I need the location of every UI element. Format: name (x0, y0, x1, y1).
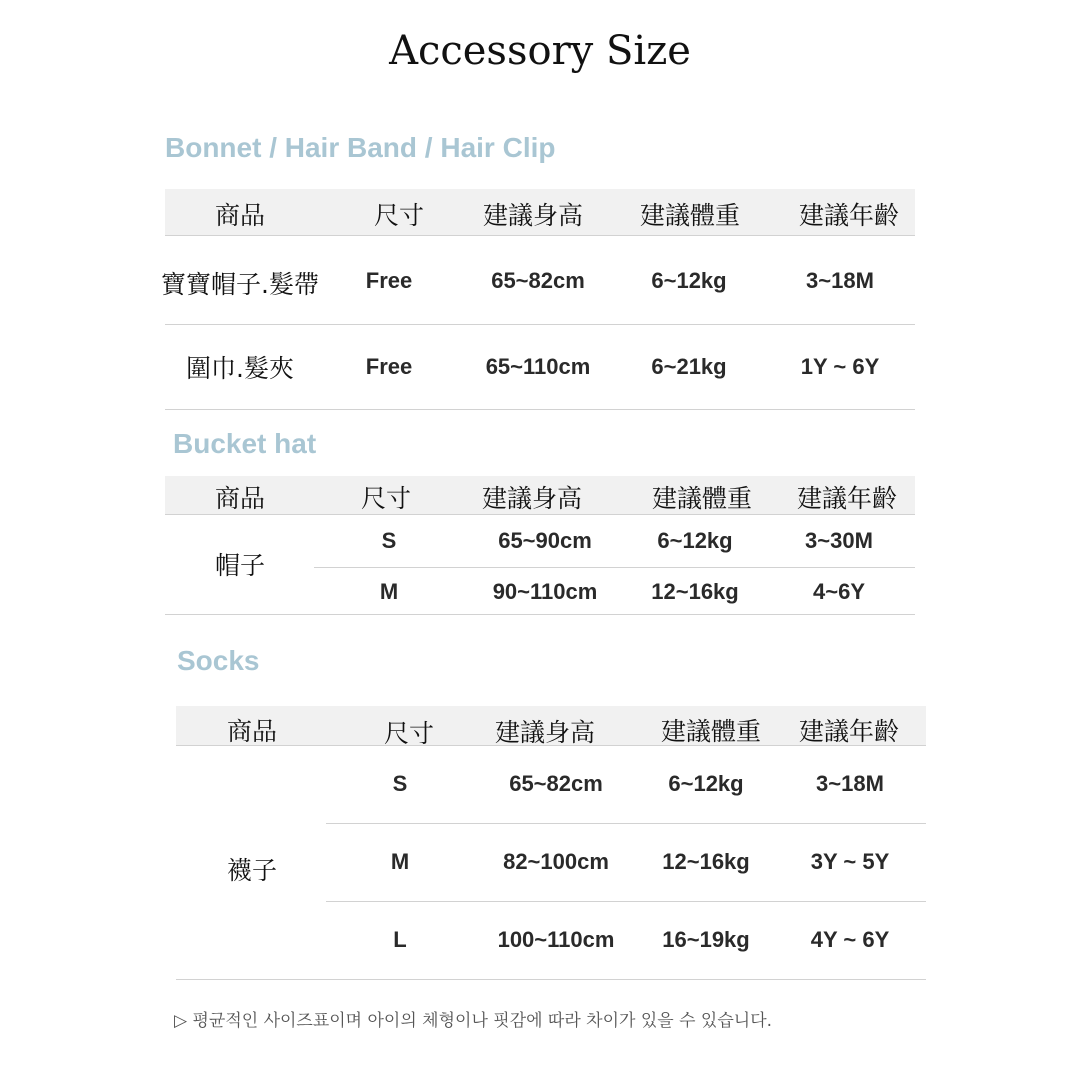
header-age: 建議年齡 (798, 717, 900, 746)
age-value: 3Y ~ 5Y (810, 849, 890, 874)
product-name: 寶寶帽子.髮帶 (161, 270, 319, 299)
header-size: 尺寸 (373, 201, 425, 230)
header-product: 商品 (214, 201, 266, 230)
weight-value: 12~16kg (651, 579, 739, 604)
divider (165, 614, 915, 615)
age-value: 1Y ~ 6Y (800, 354, 880, 379)
header-size: 尺寸 (360, 484, 412, 513)
age-value: 4~6Y (813, 579, 865, 604)
product-name: 襪子 (226, 856, 278, 885)
weight-value: 12~16kg (662, 849, 750, 874)
header-height: 建議身高 (482, 201, 584, 230)
section-title-bonnet: Bonnet / Hair Band / Hair Clip (165, 132, 556, 163)
age-value: 3~18M (806, 268, 874, 293)
weight-value: 6~12kg (668, 771, 744, 796)
divider (165, 235, 915, 236)
divider (165, 324, 915, 325)
weight-value: 16~19kg (662, 927, 750, 952)
weight-value: 6~21kg (651, 354, 727, 379)
divider (326, 901, 926, 902)
header-weight: 建議體重 (651, 484, 753, 513)
header-age: 建議年齡 (798, 201, 900, 230)
header-weight: 建議體重 (639, 201, 741, 230)
height-value: 65~90cm (498, 528, 592, 553)
divider (176, 979, 926, 980)
age-value: 3~30M (805, 528, 873, 553)
size-value: Free (365, 354, 413, 379)
header-product: 商品 (226, 717, 278, 746)
product-name: 圍巾.髮夾 (186, 354, 294, 383)
age-value: 3~18M (816, 771, 884, 796)
size-value: M (379, 579, 399, 604)
weight-value: 6~12kg (657, 528, 733, 553)
weight-value: 6~12kg (651, 268, 727, 293)
size-value: S (392, 771, 408, 796)
height-value: 65~110cm (485, 354, 591, 379)
height-value: 100~110cm (497, 927, 615, 952)
header-height: 建議身高 (481, 484, 583, 513)
size-value: S (381, 528, 397, 553)
header-product: 商品 (214, 484, 266, 513)
page-title: Accessory Size (389, 28, 691, 74)
height-value: 65~82cm (491, 268, 585, 293)
divider (314, 567, 915, 568)
section-title-bucket-hat: Bucket hat (173, 428, 317, 459)
header-height: 建議身高 (494, 718, 596, 747)
divider (326, 823, 926, 824)
height-value: 82~100cm (503, 849, 609, 874)
size-value: M (390, 849, 410, 874)
footnote: ▷ 평균적인 사이즈표이며 아이의 체형이나 핏감에 따라 차이가 있을 수 있습니다. (174, 1011, 773, 1031)
header-weight: 建議體重 (660, 717, 762, 746)
section-title-socks: Socks (177, 645, 260, 676)
height-value: 65~82cm (509, 771, 603, 796)
product-name: 帽子 (214, 551, 266, 580)
header-size: 尺寸 (383, 719, 435, 748)
height-value: 90~110cm (492, 579, 598, 604)
size-value: L (393, 927, 407, 952)
header-age: 建議年齡 (796, 484, 898, 513)
age-value: 4Y ~ 6Y (810, 927, 890, 952)
size-value: Free (365, 268, 413, 293)
divider (165, 409, 915, 410)
